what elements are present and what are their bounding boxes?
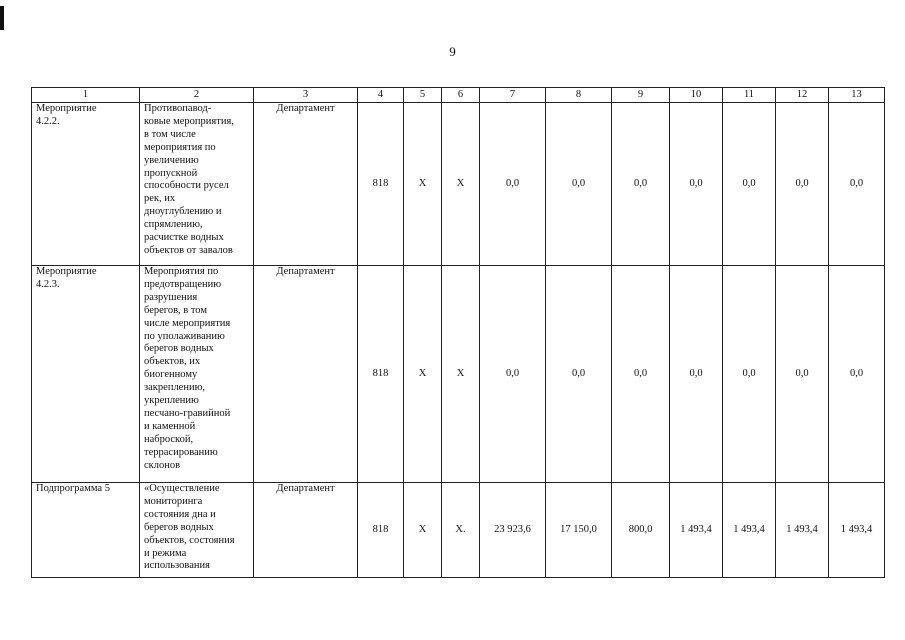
cell-c9: 800,0 — [612, 483, 670, 578]
col-header: 13 — [829, 88, 885, 103]
cell-c10: 0,0 — [670, 266, 723, 483]
cell-c10: 1 493,4 — [670, 483, 723, 578]
col-header: 3 — [254, 88, 358, 103]
col-header: 8 — [546, 88, 612, 103]
col-header: 10 — [670, 88, 723, 103]
cell-c5: X — [404, 266, 442, 483]
cell-c6: X — [442, 266, 480, 483]
col-header: 5 — [404, 88, 442, 103]
activity-code: Подпрограмма 5 — [32, 483, 140, 578]
col-header: 4 — [358, 88, 404, 103]
col-header: 12 — [776, 88, 829, 103]
cell-c12: 0,0 — [776, 266, 829, 483]
table-row — [32, 103, 885, 266]
col-header: 6 — [442, 88, 480, 103]
cell-c5: X — [404, 103, 442, 266]
cell-c9: 0,0 — [612, 266, 670, 483]
cell-c8: 0,0 — [546, 103, 612, 266]
cell-c11: 0,0 — [723, 103, 776, 266]
page-number: 9 — [449, 44, 456, 59]
activity-name: Противопавод- ковые мероприятия, в том числе мероприятия по увеличению пропускной способности русел рек, их дноуглублению и спрямлению, расчистке водных объектов от завалов — [140, 103, 254, 266]
cell-c13: 1 493,4 — [829, 483, 885, 578]
column-number-row — [32, 88, 885, 103]
cell-c7: 0,0 — [480, 266, 546, 483]
cell-c11: 1 493,4 — [723, 483, 776, 578]
scan-edge-mark — [0, 6, 4, 30]
cell-c13: 0,0 — [829, 266, 885, 483]
col-header: 7 — [480, 88, 546, 103]
col-header: 2 — [140, 88, 254, 103]
cell-c4: 818 — [358, 103, 404, 266]
table-row — [32, 266, 885, 483]
executor: Департамент — [254, 483, 358, 578]
col-header: 11 — [723, 88, 776, 103]
activity-code: Мероприятие 4.2.2. — [32, 103, 140, 266]
cell-c7: 0,0 — [480, 103, 546, 266]
activity-code: Мероприятие 4.2.3. — [32, 266, 140, 483]
cell-c6: X — [442, 103, 480, 266]
cell-c8: 0,0 — [546, 266, 612, 483]
col-header: 1 — [32, 88, 140, 103]
cell-c12: 1 493,4 — [776, 483, 829, 578]
cell-c9: 0,0 — [612, 103, 670, 266]
cell-c5: X — [404, 483, 442, 578]
cell-c11: 0,0 — [723, 266, 776, 483]
cell-c10: 0,0 — [670, 103, 723, 266]
col-header: 9 — [612, 88, 670, 103]
table-row — [32, 483, 885, 578]
cell-c8: 17 150,0 — [546, 483, 612, 578]
cell-c6: X. — [442, 483, 480, 578]
executor: Департамент — [254, 103, 358, 266]
cell-c4: 818 — [358, 483, 404, 578]
budget-table — [31, 87, 885, 578]
activity-name: Мероприятия по предотвращению разрушения берегов, в том числе мероприятия по уполаживанию берегов водных объектов, их биогенному закреплению, укреплению песчано-гравийной и каменной наброской, террасированию склонов — [140, 266, 254, 483]
cell-c12: 0,0 — [776, 103, 829, 266]
executor: Департамент — [254, 266, 358, 483]
cell-c4: 818 — [358, 266, 404, 483]
cell-c7: 23 923,6 — [480, 483, 546, 578]
activity-name: «Осуществление мониторинга состояния дна и берегов водных объектов, состояния и режима использования — [140, 483, 254, 578]
cell-c13: 0,0 — [829, 103, 885, 266]
